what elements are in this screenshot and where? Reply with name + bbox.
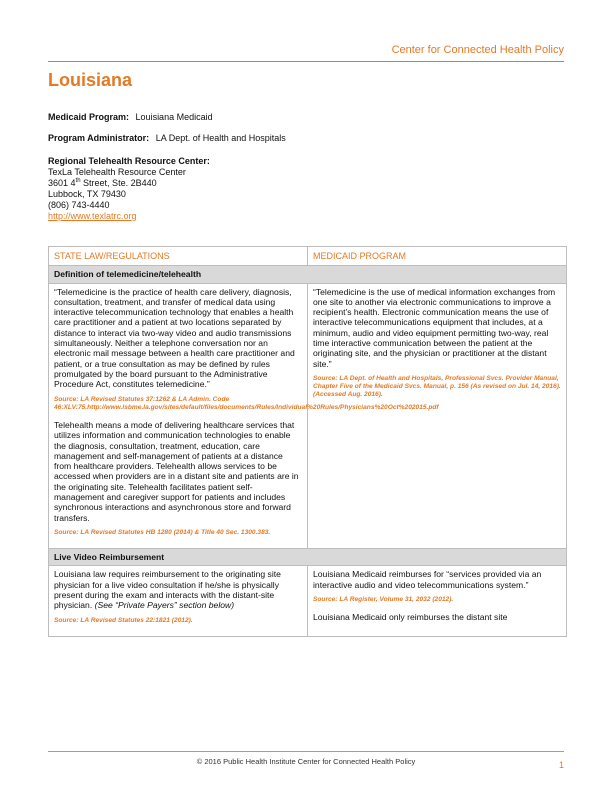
policy-table	[48, 246, 567, 637]
rtrc-name: TexLa Telehealth Resource Center	[48, 167, 186, 177]
page-number: 1	[558, 760, 564, 770]
live-video-state-law-text-1: Louisiana law requires reimbursement to the originating site physician for a live video consultation if he/she is physically present during the exam and interacts with the distant-site physician.	[54, 569, 281, 611]
section-title-live-video: Live Video Reimbursement	[49, 549, 567, 566]
rtrc-address-ordinal: th	[75, 178, 81, 184]
page-title: Louisiana	[48, 70, 133, 90]
rtrc-address	[48, 178, 210, 189]
definition-state-law-source-1: Source: LA Revised Statutes 37:1262 & LA Admin. Code 46:XLV:75.http://www.lsbme.la.gov/sites/default/files/documents/Rules/Individual%20Rules/Physicians%20Oct%202015.pdf	[54, 395, 439, 411]
section-row-definition	[49, 266, 567, 283]
rtrc-label: Regional Telehealth Resource Center:	[48, 156, 210, 166]
medicaid-program-line	[48, 112, 213, 122]
program-admin-value: LA Dept. of Health and Hospitals	[155, 133, 286, 143]
table-header-row	[49, 247, 567, 266]
definition-medicaid-text-1: “Telemedicine is the use of medical information exchanges from one site to another via electronic communications to improve a recipient’s health. Electronic communication means the use of interactive telecommunications equipment that includes, at a minimum, audio and video equipment permitting two-way, real time interactive communication between the patient at the originating site, and the physician or practitioner at the distant site.”	[313, 286, 556, 369]
definition-state-law-source-2: Source: LA Revised Statutes HB 1280 (2014) & Title 40 Sec. 1300.383.	[54, 528, 271, 536]
section-title-definition: Definition of telemedicine/telehealth	[49, 266, 567, 283]
table-row	[49, 566, 567, 636]
rtrc-phone: (806) 743-4440	[48, 200, 110, 210]
live-video-state-law-source-1: Source: LA Revised Statutes 22:1821 (2012).	[54, 616, 193, 624]
header-org-name: Center for Connected Health Policy	[391, 44, 564, 56]
footer-copyright: © 2016 Public Health Institute Center for Connected Health Policy	[196, 757, 416, 766]
live-video-medicaid-text-2: Louisiana Medicaid only reimburses the distant site	[313, 612, 508, 623]
definition-medicaid-cell	[308, 283, 567, 549]
live-video-state-law-note: (See “Private Payers” section below)	[94, 600, 235, 611]
medicaid-program-label: Medicaid Program:	[48, 112, 130, 122]
rtrc-block	[48, 156, 210, 222]
section-row-live-video	[49, 549, 567, 566]
rtrc-city: Lubbock, TX 79430	[48, 189, 126, 199]
table-row	[49, 283, 567, 549]
definition-medicaid-source-1: Source: LA Dept. of Health and Hospitals, Professional Svcs. Provider Manual, Chapter Five of the Medicaid Svcs. Manual, p. 156 (As revised on Jul. 14, 2016). (Accessed Aug. 2016).	[313, 374, 561, 399]
header-divider	[48, 61, 564, 62]
live-video-state-law-cell	[49, 566, 308, 636]
rtrc-link[interactable]: http://www.texlatrc.org	[48, 211, 137, 221]
definition-state-law-text-2: Telehealth means a mode of delivering healthcare services that utilizes information and communication technologies to enable the diagnosis, consultation, treatment, education, care management and self-management of patients at a distance from healthcare providers. Telehealth allows services to be accessed when providers are in a distant site and patients are in the originating site. Telehealth facilitates patient self-management and caregiver support for patients and includes synchronous interactions and asynchronous store and forward transfers.	[54, 419, 299, 523]
program-admin-line	[48, 133, 286, 143]
rtrc-address-number: 3601 4	[48, 178, 76, 188]
footer-divider	[48, 751, 564, 752]
definition-state-law-text-1: “Telemedicine is the practice of health care delivery, diagnosis, consultation, treatment, and transfer of medical data using interactive telecommunication technology that enables a health care practitioner and a patient at two locations separated by distance to interact via two-way video and audio transmissions simultaneously. Neither a telephone conversation nor an electronic mail message between a health care practitioner and patient, or a true consultation as may be defined by rules promulgated by the board pursuant to the Administrative Procedure Act, constitutes telemedicine.”	[54, 286, 295, 390]
live-video-medicaid-text-1: Louisiana Medicaid reimburses for “services provided via an interactive audio and video telecommunications system.”	[313, 569, 542, 590]
live-video-medicaid-cell	[308, 566, 567, 636]
program-admin-label: Program Administrator:	[48, 133, 150, 143]
medicaid-program-value: Louisiana Medicaid	[135, 112, 213, 122]
live-video-medicaid-source-1: Source: LA Register, Volume 31, 2032 (2012).	[313, 596, 454, 604]
rtrc-address-street: Street, Ste. 2B440	[80, 178, 157, 188]
col-header-state-law: STATE LAW/REGULATIONS	[49, 247, 308, 266]
col-header-medicaid: MEDICAID PROGRAM	[308, 247, 567, 266]
